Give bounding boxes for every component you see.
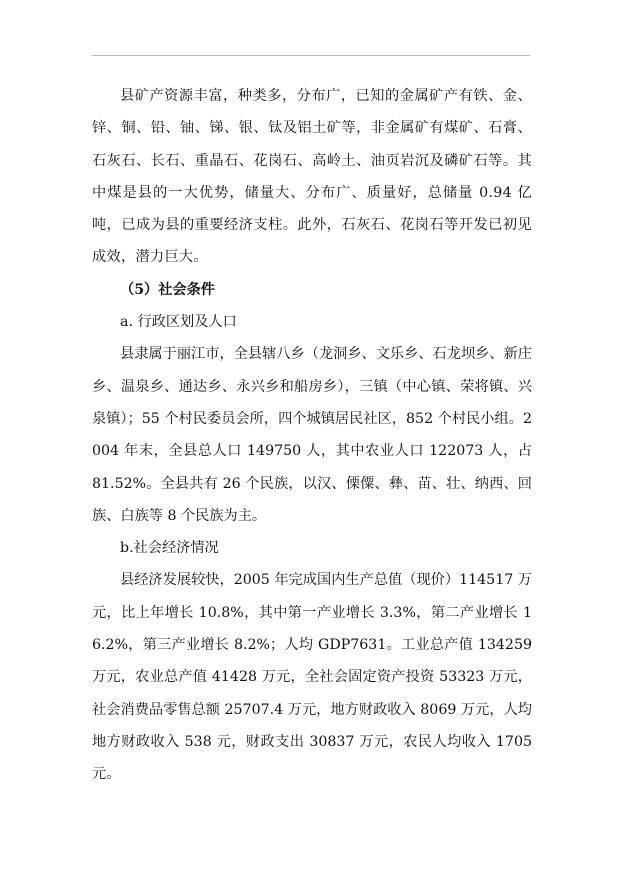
paragraph-administration-population: 县隶属于丽江市，全县辖八乡（龙洞乡、文乐乡、石龙坝乡、新庄乡、温泉乡、通达乡、永兴乡和船房乡），三镇（中心镇、荣将镇、兴泉镇）；55 个村民委员会所，四个城镇居民社区，852 个村民小组。2004 年末，全县总人口 149750 人，其中农业人口 122073 人，占 81.52%。全县共有 26 个民族，以汉、傈僳、彝、苗、壮、纳西、回族、白族等 8 个民族为主。 <box>92 346 532 524</box>
paragraph-mineral-resources: 县矿产资源丰富，种类多，分布广，已知的金属矿产有铁、金、锌、铜、铅、铀、锑、银、钛及铝土矿等，非金属矿有煤矿、石膏、石灰石、长石、重晶石、花岗石、高岭土、油页岩沉及磷矿石等。其中煤是县的一大优势，储量大、分布广、质量好，总储量 0.94 亿吨，已成为县的重要经济支柱。此外，石灰石、花岗石等开发已初见成效，潜力巨大。 <box>92 88 532 266</box>
subheading-administration-population: a. 行政区划及人口 <box>120 314 237 331</box>
document-body <box>92 80 532 791</box>
paragraph-socioeconomic: 县经济发展较快，2005 年完成国内生产总值（现价）114517 万元，比上年增长 10.8%，其中第一产业增长 3.3%，第二产业增长 16.2%，第三产业增长 8.2%；人均 GDP7631。工业总产值 134259 万元，农业总产值 41428 万元，全社会固定资产投资 53323 万元，社会消费品零售总额 25707.4 万元，地方财政收入 8069 万元，人均地方财政收入 538 元，财政支出 30837 万元，农民人均收入 1705 元。 <box>92 572 532 783</box>
header-rule <box>92 55 530 56</box>
section-heading-social-conditions: （5）社会条件 <box>120 281 215 298</box>
subheading-socioeconomic: b.社会经济情况 <box>120 540 219 557</box>
